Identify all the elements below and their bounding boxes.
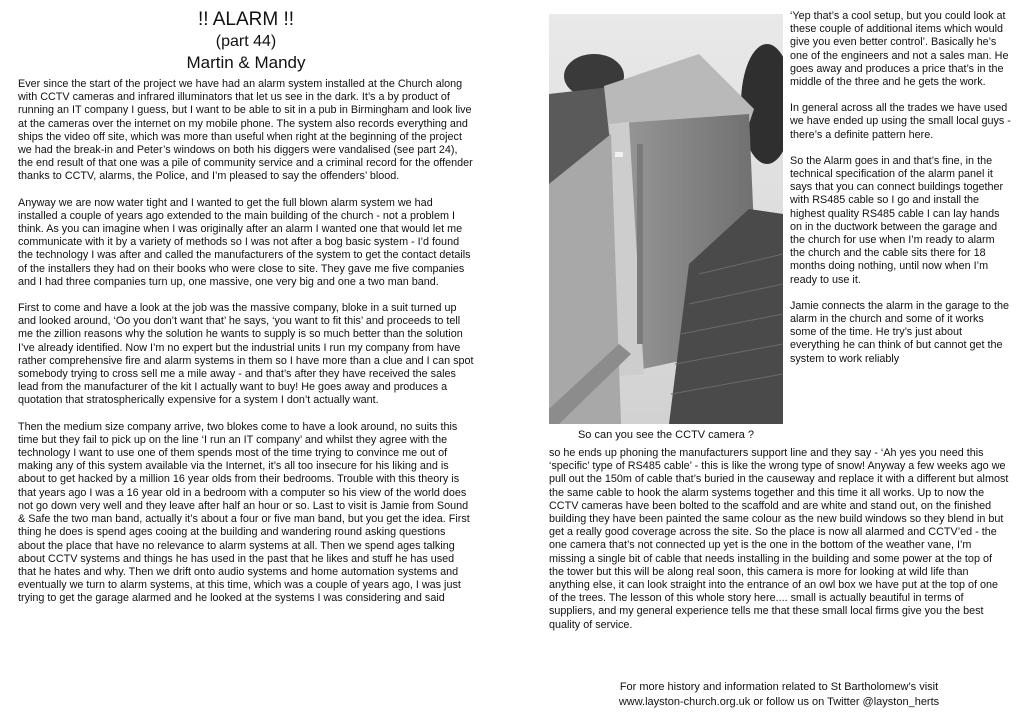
paragraph: Anyway we are now water tight and I wanted to get the full blown alarm system we had installed a couple of years ago extended to the main building of the church - not a problem I think. As you can imagine when I was originally after an alarm I wanted one that would let me communicate with it by a variety of methods so I was not after a bog basic system - I’d found the technology I was after and called the manufacturers of the system to get the contact details of the installers they had on their books who were close to site. They gave me five companies and I had three companies turn up, one massive, one very big and one a two man band. [18, 196, 471, 288]
paragraph: ‘Yep that’s a cool setup, but you could look at these couple of additional items which would give you even better control’. Basically he’s one of the engineers and not a sales man. He goes away and produces a price that’s in the middle of the three and he gets the work. [790, 10, 1009, 89]
church-photo [549, 14, 783, 424]
photo-caption: So can you see the CCTV camera ? [577, 429, 755, 441]
title-line-1: !! ALARM !! [197, 9, 295, 30]
title-line-2: (part 44) [215, 33, 277, 50]
paragraph: Ever since the start of the project we have had an alarm system installed at the Church along with CCTV cameras and infrared illuminators that let us see in the dark. It’s a by product of running an IT company I guess, but I want to be able to sit in a pub in Birmingham and look live at the cameras over the internet on my mobile phone. The system also records everything and ships the video off site, which was more than useful when right at the beginning of the project we had the break-in and Peter’s windows on both his diggers were vandalised (see part 24), the end result of that one was a pile of community service and a criminal record for the offender thanks to CCTV, alarms, the Police, and I’m pleased to say the offenders’ blood. [18, 78, 473, 183]
church-photo-illustration [549, 14, 783, 424]
paragraph: so he ends up phoning the manufacturers support line and they say - ‘Ah yes you need this ‘specific’ type of RS485 cable’ - this is like the wrong type of snow! Anyway a few weeks ago we pull out the 150m of cable that’s buried in the causeway and replace it with a different but almost the same cable to hook the alarm systems together and this time it all works. Up to now the CCTV cameras have been bolted to the scaffold and are white and stand out, on the finished building they have been painted the same colour as the new build windows so they blend in but get a really good coverage across the site. So the place is now all alarmed and CCTV’ed - the one camera that’s not connected up yet is the one in the bottom of the weather vane, I’m missing a single bit of cable that needs installing in the building and some power at the top of the tower but this will be along real soon, this camera is more for looking at wild life than anything else, it can look straight into the entrance of an owl box we have put at the top of one of the trees. The lesson of this whole story here.... small is actually beautiful in terms of suppliers, and my general experience tells me that these small local firms give you the best quality of service. [549, 447, 1009, 631]
footer [549, 680, 1009, 710]
right-side-column [790, 10, 1012, 379]
paragraph: Then the medium size company arrive, two blokes come to have a look around, no suits this time but they fail to pick up on the line ‘I run an IT company’ and whilst they agree with the technology I want to use one of them spends most of the time trying to convince me out of making any of this system available via the Internet, it’s all too insecure for his liking and is about to get hacked by a million 16 year olds from their bedrooms. Trouble with this theory is that years ago I was a 16 year old in a bedroom with a computer so his view of the world does not go down very well and they leave after half an hour or so. Last to visit is Jamie from Sound & Safe the two man band, actually it’s about a four or five man band, but you get the idea. First thing he does is spend ages cooing at the building and wandering round asking questions about the place that have no relevance to alarm systems at all. Then we spend ages talking about CCTV systems and things he has used in the past that he likes and stuff he has used that he hates and why. Then we drift onto audio systems and home automation systems and eventually we turn to alarm systems, at this time, which was a couple of years ago, I was just trying to get the garage alarmed and he looked at the systems I was considering and said [18, 420, 470, 605]
article-title [18, 8, 474, 74]
paragraph: Jamie connects the alarm in the garage to the alarm in the church and some of it works some of the time. He try’s just about everything he can think of but cannot get the system to work reliably [790, 299, 1010, 365]
paragraph: In general across all the trades we have used we have ended up using the small local guys - there’s a definite pattern here. [790, 102, 1011, 141]
right-bottom-column [549, 447, 1009, 645]
paragraph: First to come and have a look at the job was the massive company, bloke in a suit turned up and looked around, ‘Oo you don’t want that’ he says, ‘you want to fit this’ and proceeds to tell me the zillion reasons why the solution he wants to supply is so much better than the solution I’ve already identified. Now I’m no expert but the industrial units I run my company from have rather comprehensive fire and alarm systems in them so I have more than a clue and I can spot somebody trying to cross sell me a mile away - and that’s after they have received the sales lead from the manufacturer of the kit I actually want to buy! He goes away and produces a quotation that stratospherically expensive for a system I don’t actually want. [18, 302, 474, 407]
footer-line-2: www.layston-church.org.uk or follow us on Twitter @layston_herts [618, 696, 940, 708]
footer-line-1: For more history and information related to St Bartholomew’s visit [619, 681, 939, 693]
left-column [18, 8, 474, 619]
paragraph: So the Alarm goes in and that’s fine, in the technical specification of the alarm panel it says that you can connect buildings together with RS485 cable so I go and install the highest quality RS485 cable I can lay hands on in the ductwork between the garage and the church for use when I’m ready to alarm the church and the cable sits there for 18 months doing nothing, until now when I’m ready to use it. [790, 154, 1004, 286]
title-line-3: Martin & Mandy [186, 53, 306, 72]
